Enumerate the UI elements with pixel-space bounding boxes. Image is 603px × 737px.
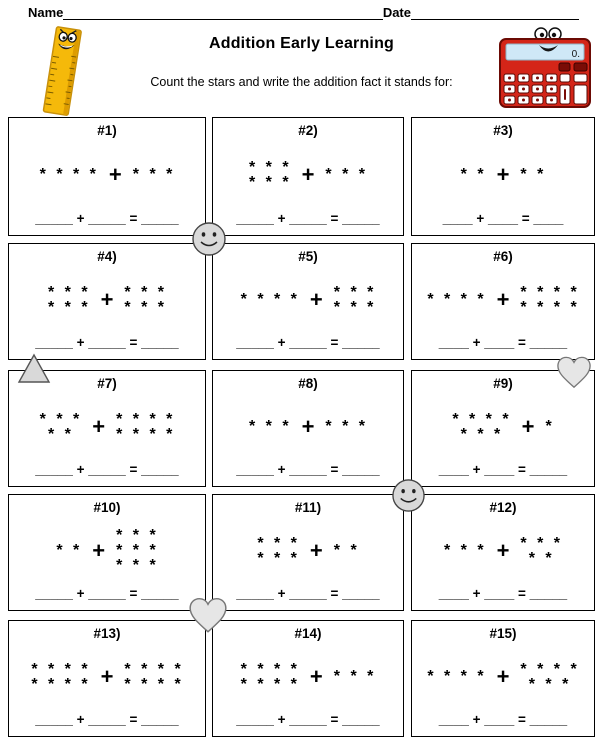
- problem-number: #10): [93, 500, 120, 515]
- star-expression: [9, 515, 205, 586]
- star-expression: [412, 264, 594, 335]
- plus-sign: +: [302, 417, 315, 437]
- calculator-display-value: 0.: [572, 49, 580, 60]
- problem-number: #13): [93, 626, 120, 641]
- stars-left-group: [427, 292, 485, 307]
- problem-row-4: [8, 494, 595, 611]
- star-row: * * *: [461, 427, 503, 442]
- star-row: * * *: [334, 669, 376, 684]
- star-row: * * *: [48, 300, 90, 315]
- star-expression: [9, 391, 205, 462]
- star-row: * * *: [133, 167, 175, 182]
- stars-left-group: [452, 412, 510, 442]
- star-row: * * * *: [31, 662, 89, 677]
- star-row: * * *: [325, 167, 367, 182]
- stars-right-group: [116, 528, 158, 573]
- star-row: * * *: [529, 677, 571, 692]
- stars-right-group: [124, 662, 182, 692]
- stars-right-group: [334, 669, 376, 684]
- plus-sign: +: [101, 290, 114, 310]
- stars-right-group: [520, 285, 578, 315]
- stars-right-group: [545, 419, 553, 434]
- star-row: * * *: [124, 285, 166, 300]
- problem-number: #3): [493, 123, 513, 138]
- smiley-face-icon: [191, 221, 227, 262]
- star-row: * * * *: [116, 427, 174, 442]
- heart-icon: [187, 595, 229, 642]
- answer-line: _____ + _____ = _____: [236, 712, 379, 727]
- answer-line: ____ + ____ = _____: [439, 586, 567, 601]
- triangle-icon: [17, 353, 51, 389]
- answer-line: _____ + _____ = _____: [236, 586, 379, 601]
- calculator-character-icon: [497, 27, 594, 114]
- star-expression: [412, 138, 594, 211]
- problem-number: #4): [97, 249, 117, 264]
- date-write-line: [411, 4, 579, 20]
- star-row: *: [545, 419, 553, 434]
- problem-number: #15): [489, 626, 516, 641]
- problem-box: [212, 620, 404, 737]
- plus-sign: +: [92, 417, 105, 437]
- problem-number: #2): [298, 123, 318, 138]
- smiley-face-icon: [391, 478, 426, 518]
- star-row: * * * *: [31, 677, 89, 692]
- stars-right-group: [520, 662, 578, 692]
- star-row: * * *: [257, 536, 299, 551]
- problem-number: #11): [295, 500, 321, 515]
- star-row: * * * *: [520, 285, 578, 300]
- plus-sign: +: [497, 541, 510, 561]
- answer-line: ____ + ____ = _____: [439, 462, 567, 477]
- answer-line: _____ + _____ = _____: [236, 335, 379, 350]
- star-row: * * *: [334, 300, 376, 315]
- problem-row-1: [8, 117, 595, 236]
- star-row: * * * *: [520, 662, 578, 677]
- star-expression: [9, 138, 205, 211]
- stars-right-group: [124, 285, 166, 315]
- star-row: * *: [48, 427, 73, 442]
- heart-icon: [555, 355, 593, 396]
- star-expression: [213, 391, 403, 462]
- stars-left-group: [241, 662, 299, 692]
- star-row: * * *: [116, 558, 158, 573]
- star-row: * * * *: [241, 677, 299, 692]
- plus-sign: +: [302, 165, 315, 185]
- plus-sign: +: [522, 417, 535, 437]
- answer-line: _____ + _____ = _____: [35, 211, 178, 226]
- answer-line: _____ + _____ = _____: [35, 462, 178, 477]
- star-row: * *: [461, 167, 486, 182]
- star-row: * * * *: [427, 292, 485, 307]
- star-row: * *: [520, 167, 545, 182]
- stars-left-group: [249, 419, 291, 434]
- stars-right-group: [334, 285, 376, 315]
- stars-left-group: [48, 285, 90, 315]
- star-expression: [412, 391, 594, 462]
- problem-number: #5): [298, 249, 318, 264]
- problem-box: [8, 494, 206, 611]
- answer-line: ____ + ____ = ____: [443, 211, 564, 226]
- star-row: * * * *: [241, 662, 299, 677]
- stars-left-group: [461, 167, 486, 182]
- stars-left-group: [257, 536, 299, 566]
- stars-left-group: [444, 543, 486, 558]
- star-row: * * *: [116, 528, 158, 543]
- problem-row-3: [8, 370, 595, 487]
- star-row: * * * *: [241, 292, 299, 307]
- problem-box: [8, 243, 206, 360]
- stars-left-group: [56, 543, 81, 558]
- star-row: * * * *: [452, 412, 510, 427]
- stars-left-group: [40, 167, 98, 182]
- star-row: * * * *: [116, 412, 174, 427]
- answer-line: _____ + _____ = _____: [236, 211, 379, 226]
- star-row: * * * *: [124, 662, 182, 677]
- problem-box: [212, 370, 404, 487]
- star-row: * * *: [444, 543, 486, 558]
- star-row: * * *: [520, 536, 562, 551]
- stars-left-group: [427, 669, 485, 684]
- plus-sign: +: [310, 667, 323, 687]
- star-row: * * * *: [124, 677, 182, 692]
- star-row: * * * *: [40, 167, 98, 182]
- star-expression: [213, 641, 403, 712]
- stars-right-group: [133, 167, 175, 182]
- problem-row-5: [8, 620, 595, 737]
- stars-left-group: [249, 160, 291, 190]
- problem-number: #12): [489, 500, 516, 515]
- plus-sign: +: [497, 165, 510, 185]
- star-row: * * *: [116, 543, 158, 558]
- stars-left-group: [40, 412, 82, 442]
- page-title: Addition Early Learning: [0, 35, 603, 53]
- star-row: * * *: [249, 160, 291, 175]
- star-row: * * *: [325, 419, 367, 434]
- star-row: * *: [334, 543, 359, 558]
- star-expression: [9, 264, 205, 335]
- star-row: * * *: [124, 300, 166, 315]
- problem-number: #1): [97, 123, 117, 138]
- plus-sign: +: [92, 541, 105, 561]
- stars-right-group: [116, 412, 174, 442]
- star-row: * * *: [40, 412, 82, 427]
- problem-number: #9): [493, 376, 513, 391]
- star-row: * * *: [257, 551, 299, 566]
- plus-sign: +: [497, 290, 510, 310]
- star-row: * * * *: [427, 669, 485, 684]
- answer-line: _____ + _____ = _____: [35, 586, 178, 601]
- plus-sign: +: [109, 165, 122, 185]
- date-label: Date: [383, 5, 411, 20]
- star-expression: [9, 641, 205, 712]
- name-label: Name: [28, 5, 63, 20]
- plus-sign: +: [497, 667, 510, 687]
- star-row: * *: [529, 551, 554, 566]
- star-row: * *: [56, 543, 81, 558]
- stars-right-group: [520, 167, 545, 182]
- plus-sign: +: [310, 290, 323, 310]
- answer-line: _____ + _____ = _____: [35, 335, 178, 350]
- answer-line: _____ + _____ = _____: [236, 462, 379, 477]
- stars-right-group: [520, 536, 562, 566]
- problem-number: #14): [294, 626, 321, 641]
- plus-sign: +: [310, 541, 323, 561]
- problem-row-2: [8, 243, 595, 360]
- problem-number: #7): [97, 376, 117, 391]
- instructions-text: Count the stars and write the addition fact it stands for:: [0, 75, 603, 89]
- answer-line: _____ + _____ = _____: [35, 712, 178, 727]
- star-row: * * *: [48, 285, 90, 300]
- plus-sign: +: [101, 667, 114, 687]
- problem-box: [8, 117, 206, 236]
- star-row: * * *: [334, 285, 376, 300]
- stars-right-group: [325, 419, 367, 434]
- problem-box: [411, 117, 595, 236]
- name-date-header: [28, 3, 579, 20]
- problem-number: #6): [493, 249, 513, 264]
- problem-box: [8, 620, 206, 737]
- problem-box: [212, 243, 404, 360]
- star-expression: [213, 138, 403, 211]
- stars-right-group: [325, 167, 367, 182]
- problem-box: [411, 243, 595, 360]
- star-expression: [412, 641, 594, 712]
- stars-right-group: [334, 543, 359, 558]
- star-row: * * *: [249, 175, 291, 190]
- stars-left-group: [31, 662, 89, 692]
- star-row: * * * *: [520, 300, 578, 315]
- star-row: * * *: [249, 419, 291, 434]
- problem-box: [411, 620, 595, 737]
- star-expression: [412, 515, 594, 586]
- name-write-line: [63, 4, 382, 20]
- star-expression: [213, 515, 403, 586]
- problem-box: [411, 494, 595, 611]
- answer-line: ____ + ____ = _____: [439, 335, 567, 350]
- problem-box: [212, 117, 404, 236]
- stars-left-group: [241, 292, 299, 307]
- answer-line: ____ + ____ = _____: [439, 712, 567, 727]
- problem-box: [212, 494, 404, 611]
- star-expression: [213, 264, 403, 335]
- problem-number: #8): [298, 376, 318, 391]
